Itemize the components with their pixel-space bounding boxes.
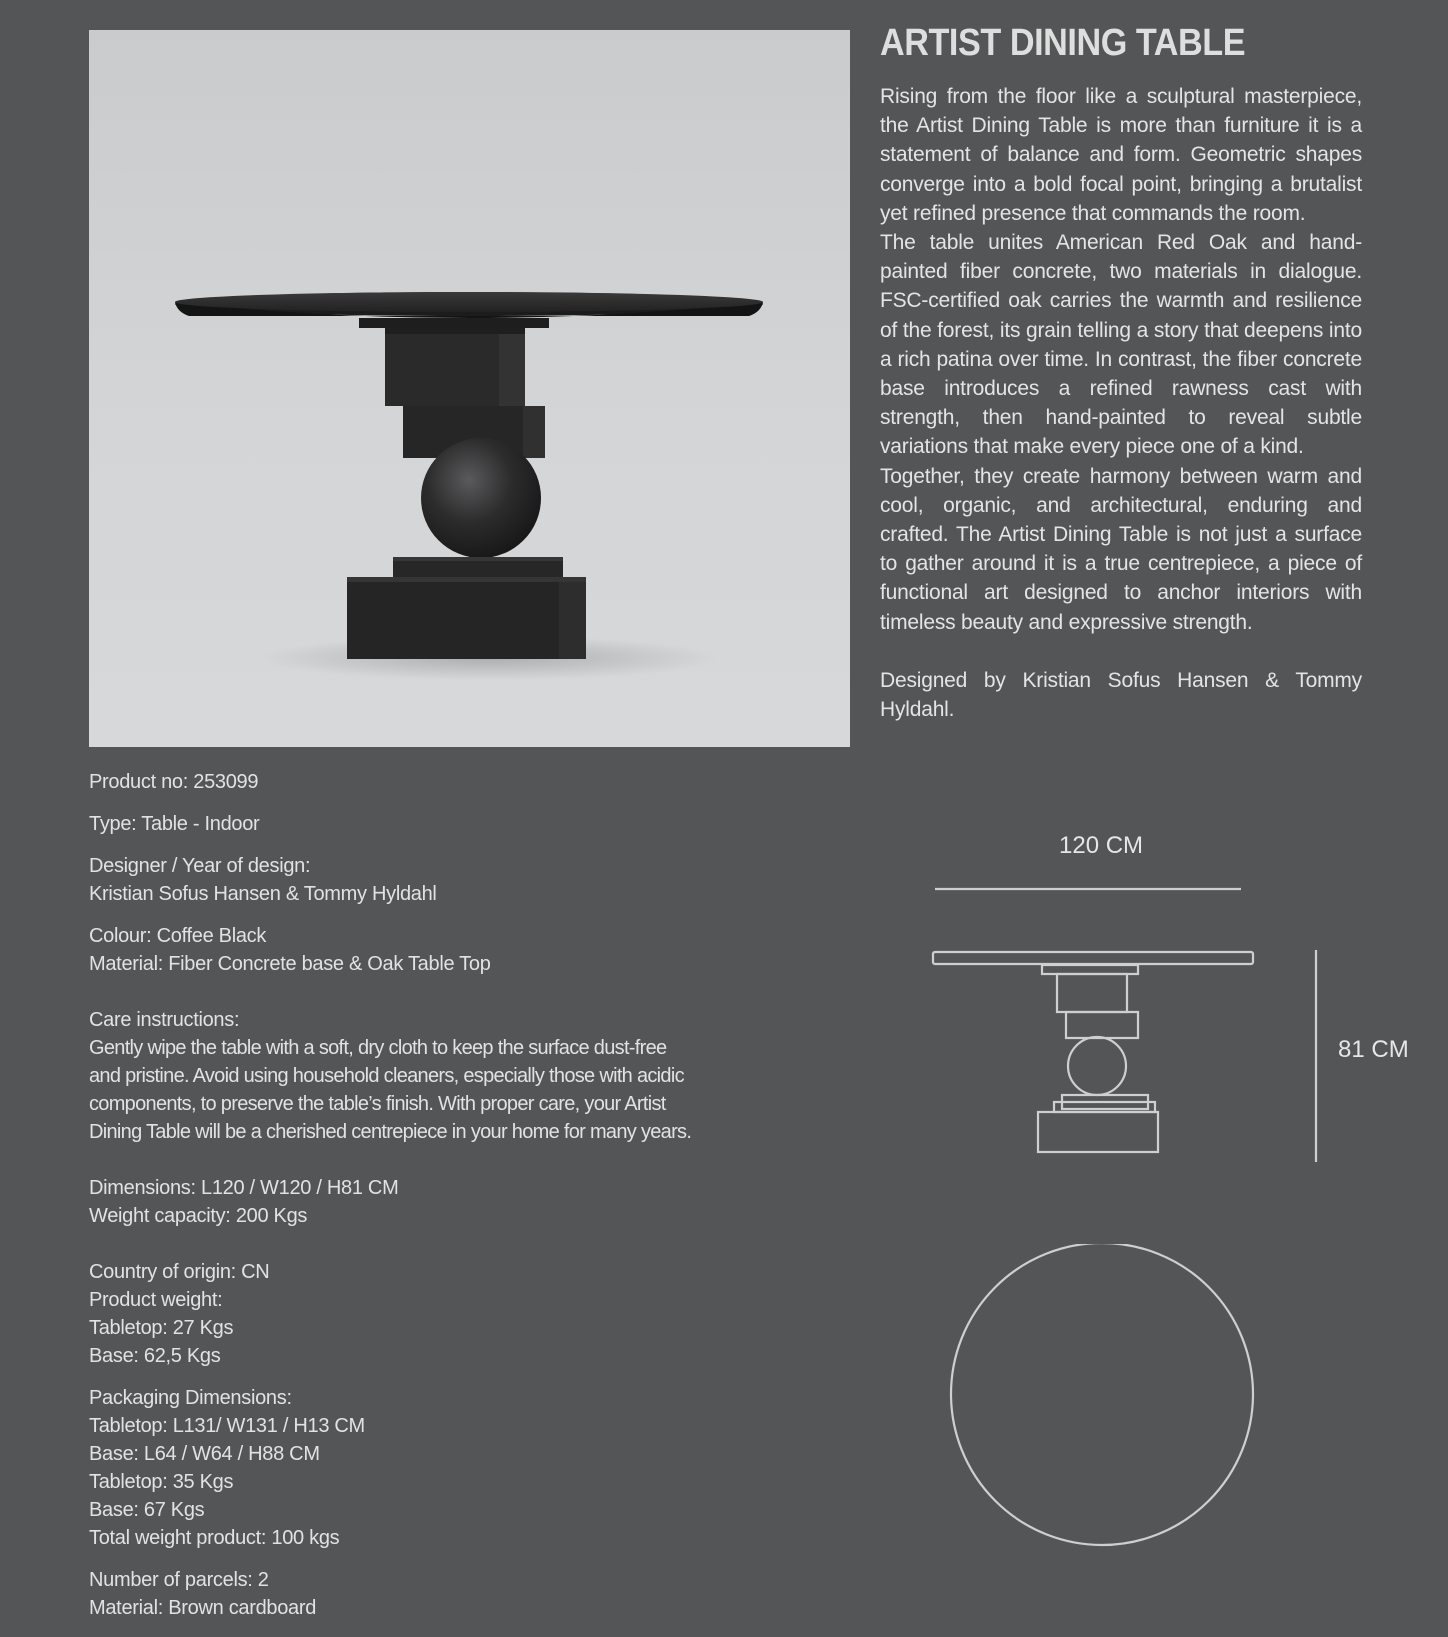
spec-weight-capacity: Weight capacity: 200 Kgs [89,1205,308,1227]
dining-table-illustration [89,30,850,747]
description-paragraph: The table unites American Red Oak and hand-painted fiber concrete, two materials in dialogue. FSC-certified oak carries the warmth and resilience of the forest, its grain telling a story that deepens into a rich patina over time. In contrast, the fiber concrete base introduces a refined rawness cast with strength, then hand-painted to reveal subtle variations that make every piece one of a kind. [880,231,1362,459]
description-paragraph: Together, they create harmony between warm and cool, organic, and architectural, enduring and crafted. The Artist Dining Table is not just a surface to gather around it is a true centrepiece, a piece of functional art designed to anchor interiors with timeless beauty and expressive strength. [880,464,1362,634]
width-dimension-label: 120 CM [1059,832,1144,859]
height-dimension-label: 81 CM [1338,1036,1409,1063]
spec-pkg-tabletop-weight: Tabletop: 35 Kgs [89,1471,234,1493]
description-paragraph: Rising from the floor like a sculptural masterpiece, the Artist Dining Table is more than furniture it is a statement of balance and form. Geometric shapes converge into a bold focal point, bringing a brutalist yet refined presence that commands the room. [880,85,1362,225]
spec-product-weight-label: Product weight: [89,1289,223,1311]
care-line: and pristine. Avoid using household cleaners, especially those with acidic [89,1065,684,1087]
spec-designer-label: Designer / Year of design: [89,855,311,877]
designer-credit: Designed by Kristian Sofus Hansen & Tommy Hyldahl. [880,668,1362,722]
product-description [880,82,1362,724]
table-side-elevation-drawing [930,880,1350,1170]
product-specs [89,768,692,1622]
spec-pkg-base-dim: Base: L64 / W64 / H88 CM [89,1443,320,1465]
care-line: Dining Table will be a cherished centrepiece in your home for many years. [89,1121,692,1143]
spec-dimensions: Dimensions: L120 / W120 / H81 CM [89,1177,399,1199]
spec-pkg-tabletop-dim: Tabletop: L131/ W131 / H13 CM [89,1415,365,1437]
care-label: Care instructions: [89,1009,240,1031]
spec-total-weight: Total weight product: 100 kgs [89,1527,340,1549]
spec-designer: Kristian Sofus Hansen & Tommy Hyldahl [89,883,437,905]
spec-base-weight: Base: 62,5 Kgs [89,1345,221,1367]
product-photo [89,30,850,747]
spec-origin: Country of origin: CN [89,1261,270,1283]
spec-pkg-base-weight: Base: 67 Kgs [89,1499,205,1521]
spec-type: Type: Table - Indoor [89,813,260,835]
table-top-view-drawing [948,1244,1258,1554]
spec-pkg-material: Material: Brown cardboard [89,1597,317,1619]
spec-packaging-label: Packaging Dimensions: [89,1387,292,1409]
care-line: Gently wipe the table with a soft, dry cloth to keep the surface dust-free [89,1037,667,1059]
spec-parcels: Number of parcels: 2 [89,1569,269,1591]
care-line: components, to preserve the table’s finish. With proper care, your Artist [89,1093,666,1115]
spec-tabletop-weight: Tabletop: 27 Kgs [89,1317,234,1339]
spec-material: Material: Fiber Concrete base & Oak Table Top [89,953,491,975]
product-title: ARTIST DINING TABLE [880,22,1246,64]
spec-product-no: Product no: 253099 [89,771,259,793]
spec-colour: Colour: Coffee Black [89,925,267,947]
